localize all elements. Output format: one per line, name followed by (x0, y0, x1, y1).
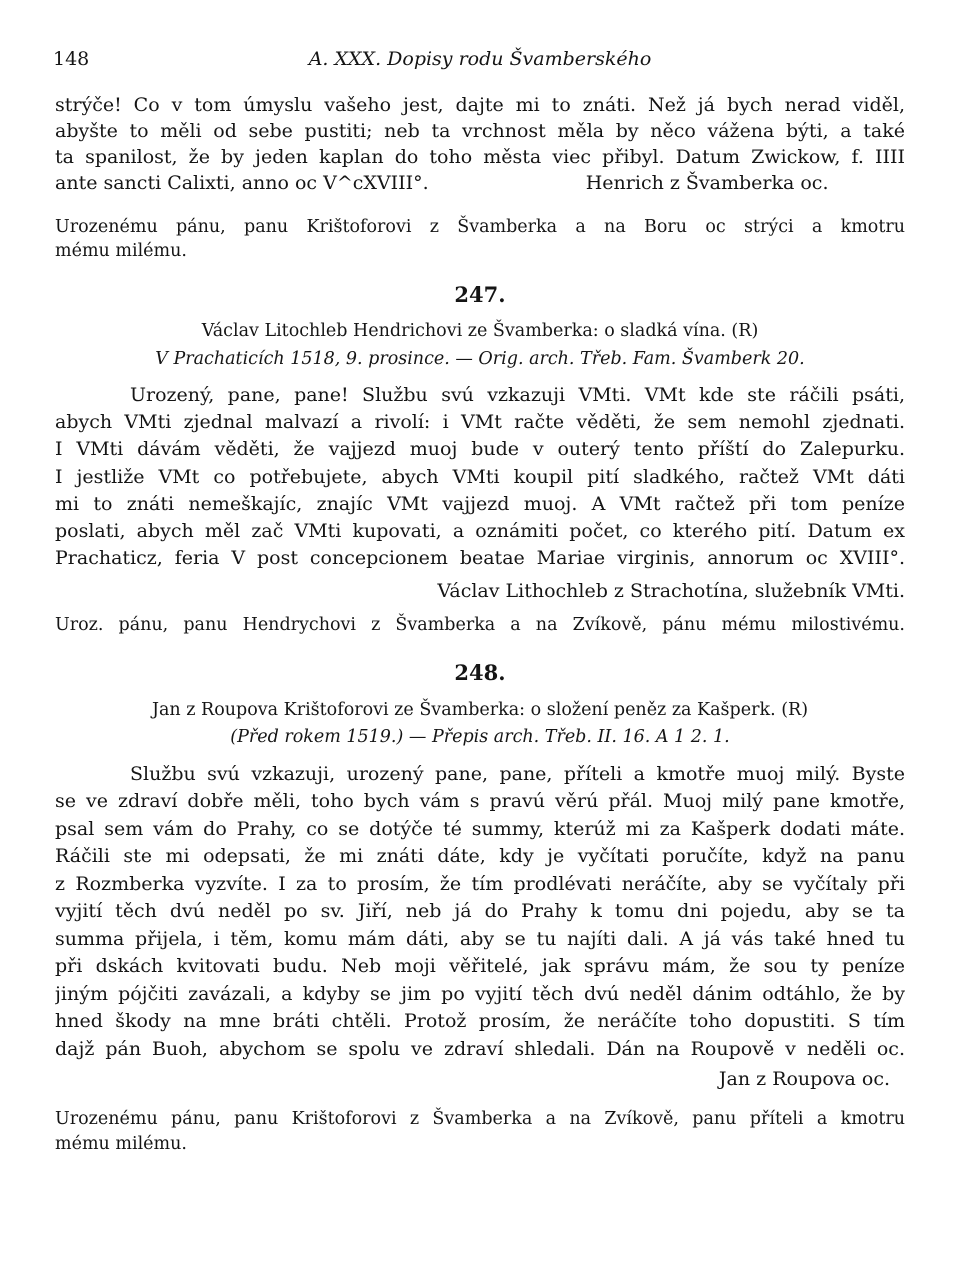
text-line: Ráčili ste mi odepsati, že mi znáti dáte, kdy je vyčítati poručíte, když na panu (55, 845, 905, 867)
text-line: I jestliže VMt co potřebujete, abych VMti koupil pití sladkého, račtež VMt dáti (55, 466, 905, 488)
text-line: psal sem vám do Prahy, co se dotýče té summy, kterúž mi za Kašperk dodati máte. (55, 818, 905, 840)
text-line: mi to znáti nemeškajíc, znajíc VMt vajjezd muoj. A VMt račtež při tom peníze (55, 493, 905, 515)
text-line: I VMti dávám věděti, že vajjezd muoj bude v outerý tento příští do Zalepurku. (55, 438, 905, 460)
text-line: poslati, abych měl zač VMti kupovati, a oznámiti počet, co kterého pití. Datum ex (55, 520, 905, 542)
text-line: abych VMti zjednal malvazí a rivolí: i VMt račte věděti, že sem nemohl zjednati. (55, 411, 905, 433)
letter-source: (Před rokem 1519.) — Přepis arch. Třeb. II. 16. A 1 2. 1. (230, 727, 730, 747)
address-line: Urozenému pánu, panu Krištoforovi z Švamberka a na Boru oc strýci a kmotru (55, 217, 905, 237)
text-line: hned škody na mne bráti chtěli. Protož prosím, že neráčíte toho dopustiti. S tím (55, 1010, 905, 1032)
text-line: summa přijela, i těm, komu mám dáti, aby se tu najíti dali. A já vás také hned tu (55, 928, 905, 950)
address-line: mému milému. (55, 241, 187, 261)
text-line: jiným pójčiti zavázali, a kdyby se jim po vyjití těch dvú neděl dánim odtáhlo, že by (55, 983, 905, 1005)
text-line: vyjití těch dvú neděl po sv. Jiří, neb já do Prahy k tomu dni pojedu, aby se ta (55, 900, 905, 922)
letter-heading: Jan z Roupova Krištoforovi ze Švamberka: o složení peněz za Kašperk. (R) (151, 700, 809, 720)
text-line: ta spanilost, že by jeden kaplan do toho města viec přibyl. Datum Zwickow, f. IIII (55, 146, 905, 168)
address-line: mému milému. (55, 1134, 187, 1154)
text-line: z Rozmberka vyzvíte. I za to prosím, že tím prodlévati neráčíte, aby se vyčítaly při (55, 873, 905, 895)
text-line: Urozený, pane, pane! Službu svú vzkazuji VMti. VMt kde ste ráčili psáti, (130, 384, 905, 406)
text-line: se ve zdraví dobře měli, toho bych vám s pravú věrú přál. Muoj milý pane kmotře, (55, 790, 905, 812)
signature: Václav Lithochleb z Strachotína, služebník VMti. (437, 580, 905, 602)
letter-heading: Václav Litochleb Hendrichovi ze Švamberka: o sladká vína. (R) (201, 321, 759, 341)
text-line: Prachaticz, feria V post concepcionem beatae Mariae virginis, annorum oc XVIII°. (55, 547, 905, 569)
text-line: při dskách kvitovati budu. Neb moji věřitelé, jak správu mám, že sou ty peníze (55, 955, 905, 977)
letter-number: 248. (454, 660, 506, 685)
text-line: abyšte to měli od sebe pustiti; neb ta vrchnost měla by něco vážena býti, a také (55, 120, 905, 142)
address-line: Urozenému pánu, panu Krištoforovi z Švamberka a na Zvíkově, panu příteli a kmotru (55, 1109, 905, 1129)
page-number: 148 (53, 48, 90, 70)
text-line: dajž pán Buoh, abychom se spolu ve zdraví shledali. Dán na Roupově v neděli oc. (55, 1038, 905, 1060)
address-line: Uroz. pánu, panu Hendrychovi z Švamberka a na Zvíkově, pánu mému milostivému. (55, 615, 905, 635)
signature: Jan z Roupova oc. (718, 1068, 890, 1090)
text-line: ante sancti Calixti, anno oc V^cXVIII°. Henrich z Švamberka oc. (55, 172, 829, 194)
running-title: A. XXX. Dopisy rodu Švamberského (308, 48, 652, 70)
letter-source: V Prachaticích 1518, 9. prosince. — Orig. arch. Třeb. Fam. Švamberk 20. (155, 349, 805, 369)
text-line: Službu svú vzkazuji, urozený pane, pane, příteli a kmotře muoj milý. Byste (130, 763, 905, 785)
text-line: strýče! Co v tom úmyslu vašeho jest, dajte mi to znáti. Než já bych nerad viděl, (55, 94, 905, 116)
letter-number: 247. (454, 282, 506, 307)
